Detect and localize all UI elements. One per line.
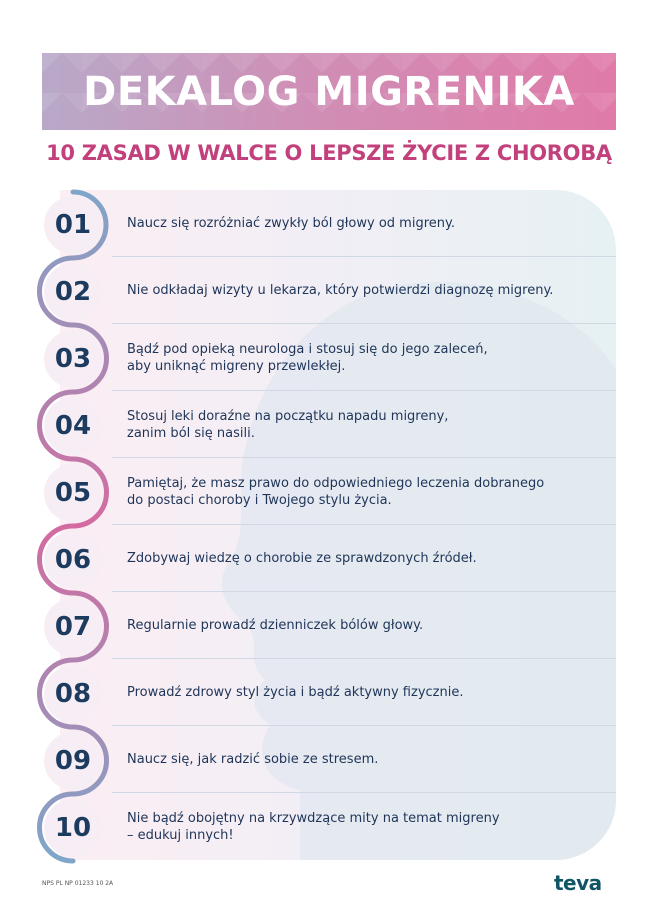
rule-text: Prowadź zdrowy styl życia i bądź aktywny fizycznie.: [127, 685, 464, 700]
number-badge: [44, 799, 102, 857]
page-title: DEKALOG MIGRENIKA: [83, 68, 575, 115]
rule-text-container: [127, 793, 597, 860]
number-badge: [44, 397, 102, 455]
rule-text: Regularnie prowadź dzienniczek bólów głowy.: [127, 618, 424, 633]
list-item: [0, 726, 652, 793]
rule-number: 02: [54, 277, 92, 307]
rule-text: Stosuj leki doraźne na początku napadu migreny, zanim ból się nasili.: [127, 408, 449, 441]
number-badge: [44, 330, 102, 388]
rule-text: Naucz się rozróżniać zwykły ból głowy od migreny.: [127, 216, 455, 231]
number-badge: [44, 464, 102, 522]
list-item: [0, 190, 652, 257]
document-code: NPS PL NP 01233 10 2A: [42, 880, 114, 887]
rule-text-container: [127, 659, 597, 726]
rule-text: Nie odkładaj wizyty u lekarza, który potwierdzi diagnozę migreny.: [127, 283, 554, 298]
number-badge: [44, 732, 102, 790]
rule-number: 04: [54, 411, 92, 441]
rule-number: 09: [54, 746, 92, 776]
rule-number: 07: [54, 612, 92, 642]
number-badge: [44, 665, 102, 723]
rule-text-container: [127, 592, 597, 659]
rule-text: Naucz się, jak radzić sobie ze stresem.: [127, 752, 379, 767]
rule-number: 05: [54, 478, 92, 508]
number-badge: [44, 196, 102, 254]
list-item: [0, 793, 652, 860]
rule-number: 10: [54, 813, 92, 843]
rule-number: 08: [54, 679, 92, 709]
list-item: [0, 458, 652, 525]
page-subtitle: 10 ZASAD W WALCE O LEPSZE ŻYCIE Z CHOROBĄ: [46, 141, 612, 165]
list-item: [0, 257, 652, 324]
list-item: [0, 324, 652, 391]
rule-text-container: [127, 190, 597, 257]
number-badge: [44, 531, 102, 589]
list-item: [0, 391, 652, 458]
number-badge: [44, 263, 102, 321]
rule-text-container: [127, 525, 597, 592]
rule-number: 06: [54, 545, 92, 575]
rule-text-container: [127, 257, 597, 324]
rule-text-container: [127, 458, 597, 525]
rule-text: Zdobywaj wiedzę o chorobie ze sprawdzonych źródeł.: [127, 551, 477, 566]
rule-text-container: [127, 726, 597, 793]
rule-text: Bądź pod opieką neurologa i stosuj się do jego zaleceń, aby uniknąć migreny przewlekłej.: [127, 341, 488, 374]
rule-text: Nie bądź obojętny na krzywdzące mity na temat migreny – edukuj innych!: [127, 810, 500, 843]
rule-text-container: [127, 324, 597, 391]
list-item: [0, 659, 652, 726]
rule-text: Pamiętaj, że masz prawo do odpowiedniego leczenia dobranego do postaci choroby i Twojego stylu życia.: [127, 475, 545, 508]
rule-text-container: [127, 391, 597, 458]
teva-logo: teva: [554, 871, 602, 895]
list-item: [0, 592, 652, 659]
list-item: [0, 525, 652, 592]
rule-number: 03: [54, 344, 92, 374]
rule-number: 01: [54, 210, 92, 240]
number-badge: [44, 598, 102, 656]
